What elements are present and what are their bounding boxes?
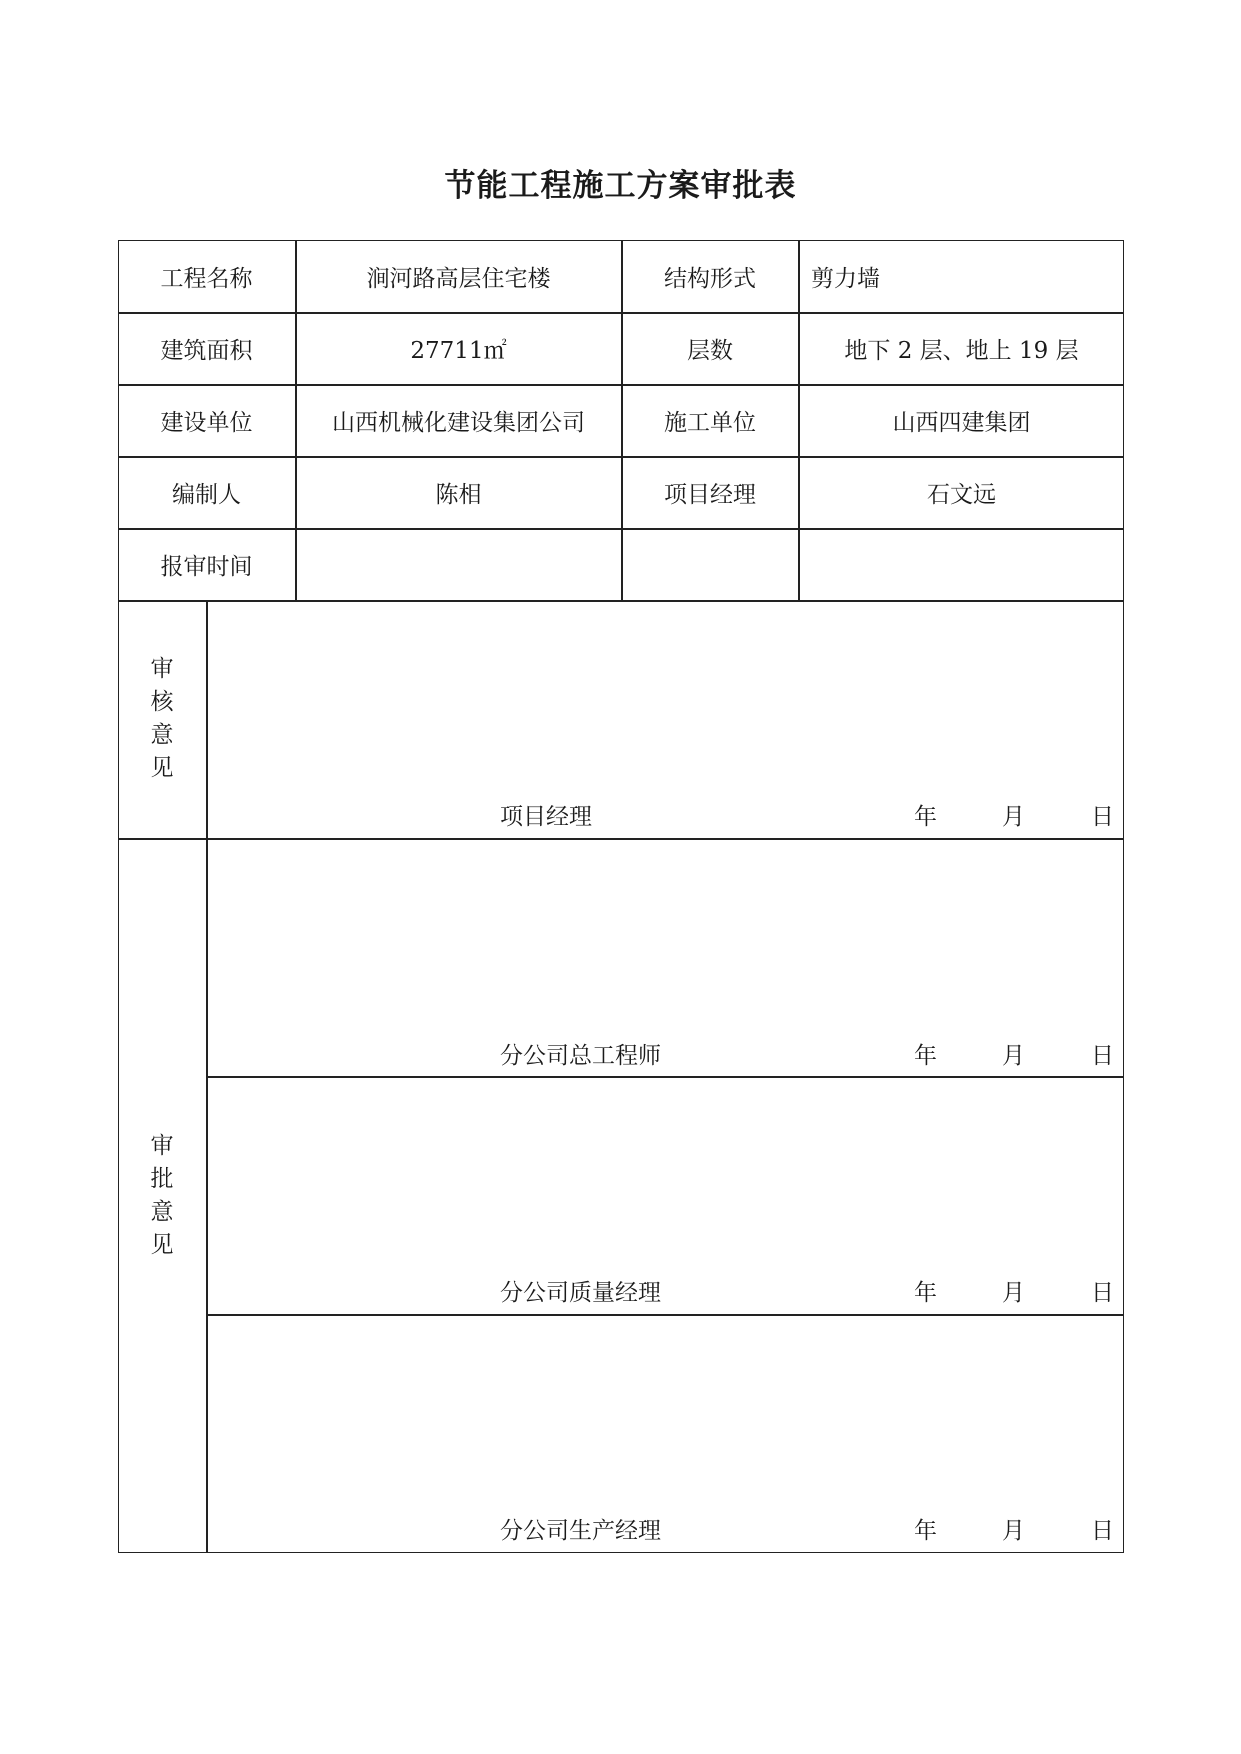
quality-manager-signer: 分公司质量经理 <box>500 1280 661 1306</box>
pm-label: 项目经理 <box>664 481 756 508</box>
quality-manager-month: 月 <box>1002 1280 1025 1306</box>
floors-value: 地下 2 层、地上 19 层 <box>844 337 1079 364</box>
area-label: 建筑面积 <box>160 337 253 364</box>
builder-label: 建设单位 <box>160 409 253 436</box>
production-manager-day: 日 <box>1091 1518 1114 1544</box>
label-char: 批 <box>150 1165 174 1192</box>
approval-opinion-label <box>118 838 206 1553</box>
area-value: 27711㎡ <box>410 337 507 364</box>
production-manager-opinion-field[interactable] <box>207 1315 1124 1552</box>
label-char: 意 <box>150 1198 174 1225</box>
quality-manager-opinion-field[interactable] <box>207 1077 1124 1314</box>
production-manager-signer: 分公司生产经理 <box>500 1518 661 1544</box>
author-value: 陈相 <box>435 481 482 508</box>
production-manager-month: 月 <box>1002 1518 1025 1544</box>
page-title: 节能工程施工方案审批表 <box>444 168 797 204</box>
project-name-value: 涧河路高层住宅楼 <box>366 265 551 292</box>
review-signer: 项目经理 <box>500 804 592 830</box>
floors-label: 层数 <box>687 337 733 364</box>
label-char: 审 <box>150 1132 174 1159</box>
project-name-label: 工程名称 <box>160 265 253 292</box>
label-char: 审 <box>150 656 174 682</box>
pm-value: 石文远 <box>927 481 996 508</box>
chief-engineer-year: 年 <box>914 1043 937 1069</box>
label-char: 核 <box>150 689 174 715</box>
label-char: 见 <box>150 1231 174 1258</box>
quality-manager-year: 年 <box>914 1280 937 1306</box>
chief-engineer-signer: 分公司总工程师 <box>500 1043 661 1069</box>
submit-time-field[interactable] <box>296 528 621 600</box>
structure-value: 剪力墙 <box>811 265 880 292</box>
review-year: 年 <box>914 804 937 830</box>
review-opinion-label <box>118 600 206 838</box>
chief-engineer-day: 日 <box>1091 1043 1114 1069</box>
structure-label: 结构形式 <box>664 265 756 292</box>
contractor-label: 施工单位 <box>664 409 756 436</box>
blank-cell[interactable] <box>622 528 798 600</box>
chief-engineer-opinion-field[interactable] <box>207 839 1124 1076</box>
review-opinion-field[interactable] <box>207 601 1124 838</box>
review-day: 日 <box>1091 804 1114 830</box>
label-char: 见 <box>150 755 174 781</box>
chief-engineer-month: 月 <box>1002 1043 1025 1069</box>
production-manager-year: 年 <box>914 1518 937 1544</box>
quality-manager-day: 日 <box>1091 1280 1114 1306</box>
submit-time-label: 报审时间 <box>160 553 253 580</box>
blank-cell[interactable] <box>799 528 1124 600</box>
contractor-value: 山西四建集团 <box>892 409 1031 436</box>
label-char: 意 <box>150 722 174 748</box>
author-label: 编制人 <box>172 481 241 508</box>
builder-value: 山西机械化建设集团公司 <box>332 409 585 436</box>
review-month: 月 <box>1002 804 1025 830</box>
